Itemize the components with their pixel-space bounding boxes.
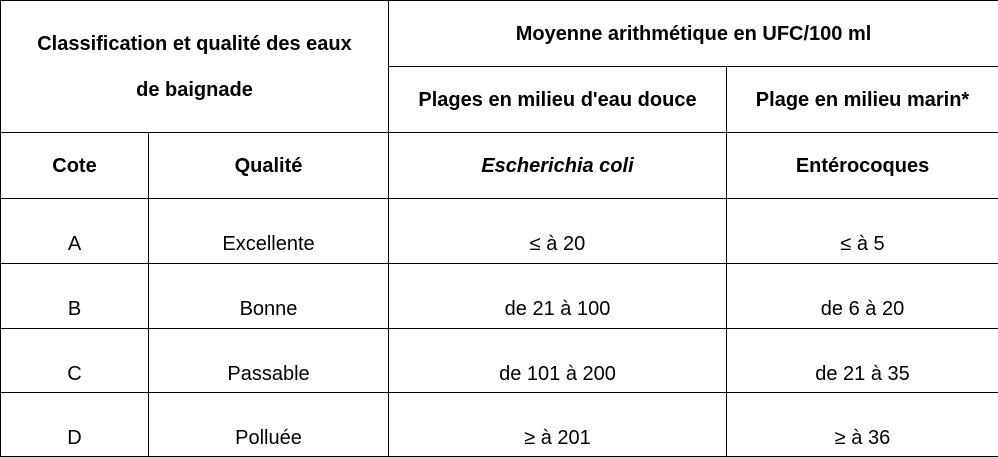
cote-cell [1,264,149,329]
ecoli-cell [389,329,727,393]
qualite-cell [149,329,389,393]
subheader-marine-label: Plage en milieu marin* [756,89,969,111]
subheader-fresh-water-label: Plages en milieu d'eau douce [418,89,696,111]
entero-cell [727,264,998,329]
cote-cell [1,329,149,393]
column-header-enterocoques [727,133,998,199]
qualite-value: Polluée [235,400,302,450]
ecoli-cell [389,264,727,329]
entero-value: ≥ à 36 [835,400,890,450]
qualite-value: Bonne [240,271,298,321]
cote-cell [1,393,149,457]
ecoli-value: ≥ à 201 [524,400,591,450]
column-header-escherichia-coli [389,133,727,199]
ecoli-cell [389,393,727,457]
table-row [1,264,998,329]
entero-cell [727,329,998,393]
cote-value: A [68,206,81,256]
table-row [1,393,998,457]
group-header-mean-ufc [389,1,998,67]
table-title-line2: de baignade [1,78,388,102]
qualite-value: Excellente [222,206,314,256]
entero-cell [727,199,998,264]
cote-cell [1,199,149,264]
entero-value: ≤ à 5 [840,206,884,256]
subheader-marine [727,67,998,133]
table-title-line1: Classification et qualité des eaux [1,32,388,56]
column-header-qualite-label: Qualité [235,155,303,177]
group-header-label: Moyenne arithmétique en UFC/100 ml [516,23,872,45]
cote-value: B [68,271,81,321]
ecoli-value: de 21 à 100 [505,271,611,321]
ecoli-cell [389,199,727,264]
ecoli-value: de 101 à 200 [499,336,616,386]
column-header-escherichia-coli-label: Escherichia coli [481,155,633,177]
column-header-enterocoques-label: Entérocoques [796,155,929,177]
qualite-cell [149,393,389,457]
qualite-cell [149,264,389,329]
table-row [1,329,998,393]
table-row [1,199,998,264]
subheader-fresh-water [389,67,727,133]
qualite-cell [149,199,389,264]
ecoli-value: ≤ à 20 [530,206,585,256]
entero-value: de 21 à 35 [815,336,910,386]
qualite-value: Passable [227,336,309,386]
entero-cell [727,393,998,457]
column-header-cote [1,133,149,199]
column-header-qualite [149,133,389,199]
table-title-cell [1,1,389,133]
cote-value: D [67,400,81,450]
column-header-cote-label: Cote [52,155,96,177]
cote-value: C [67,336,81,386]
entero-value: de 6 à 20 [821,271,904,321]
